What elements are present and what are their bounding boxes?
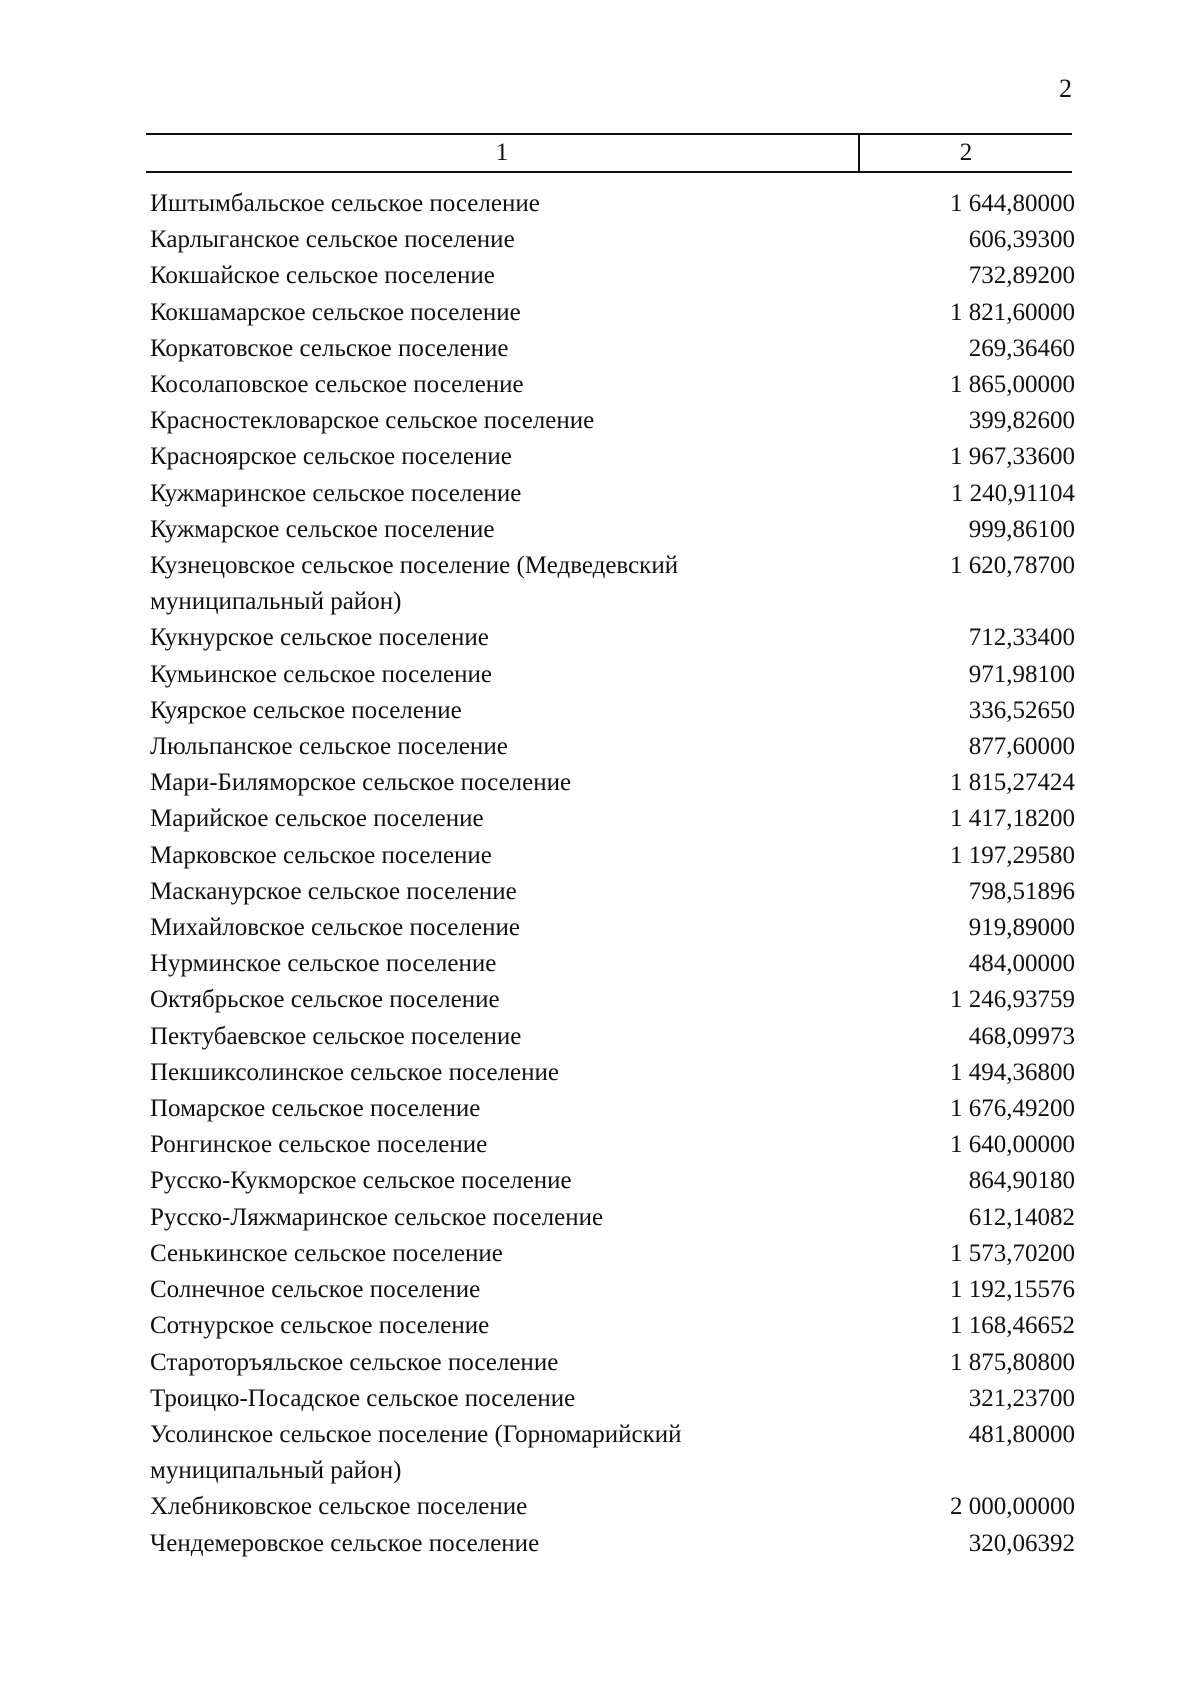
table-row xyxy=(150,1526,1075,1562)
settlement-value: 864,90180 xyxy=(968,1167,1075,1195)
settlement-name: Кокшамарское сельское поселение xyxy=(150,298,521,326)
table-row xyxy=(150,620,1075,656)
settlement-name: Усолинское сельское поселение (Горномарийский муниципальный район) xyxy=(150,1420,682,1485)
settlement-value: 468,09973 xyxy=(968,1022,1075,1050)
settlement-value: 484,00000 xyxy=(968,950,1075,978)
page-number: 2 xyxy=(1059,74,1072,103)
settlement-name: Коркатовское сельское поселение xyxy=(150,334,509,362)
settlement-value: 1 644,80000 xyxy=(950,190,1075,217)
settlement-value: 798,51896 xyxy=(968,877,1075,905)
settlement-name: Пектубаевское сельское поселение xyxy=(150,1022,522,1050)
settlement-value: 1 815,27424 xyxy=(950,769,1075,797)
table-body xyxy=(150,186,1075,1562)
settlement-name: Кумьинское сельское поселение xyxy=(150,660,492,688)
table-row xyxy=(150,258,1075,294)
settlement-value: 1 192,15576 xyxy=(950,1276,1075,1304)
table-row xyxy=(150,222,1075,258)
column-header-2: 2 xyxy=(959,139,973,166)
settlement-value: 971,98100 xyxy=(968,660,1075,688)
table-row xyxy=(150,1381,1075,1417)
settlement-name: Пекшиксолинское сельское поселение xyxy=(150,1058,559,1086)
table-row xyxy=(150,403,1075,439)
settlement-name: Красностекловарское сельское поселение xyxy=(150,407,595,435)
settlement-name: Русско-Ляжмаринское сельское поселение xyxy=(150,1203,604,1231)
table-row xyxy=(150,331,1075,367)
settlement-value: 1 676,49200 xyxy=(950,1095,1075,1123)
table-row xyxy=(150,946,1075,982)
settlement-value: 336,52650 xyxy=(968,696,1075,724)
settlement-name: Ронгинское сельское поселение xyxy=(150,1131,488,1159)
table-row xyxy=(150,874,1075,910)
table-row xyxy=(150,1055,1075,1091)
settlement-value: 1 640,00000 xyxy=(950,1131,1075,1159)
settlement-value: 1 494,36800 xyxy=(950,1058,1075,1086)
settlement-name: Люльпанское сельское поселение xyxy=(150,733,508,761)
table-row xyxy=(150,1308,1075,1344)
table-row xyxy=(150,838,1075,874)
settlement-value: 712,33400 xyxy=(968,624,1075,652)
settlement-name: Кокшайское сельское поселение xyxy=(150,262,495,290)
settlement-name: Староторъяльское сельское поселение xyxy=(150,1348,559,1376)
table-row xyxy=(150,801,1075,837)
settlement-name: Русско-Кукморское сельское поселение xyxy=(150,1167,572,1195)
settlement-value: 1 865,00000 xyxy=(950,371,1075,399)
settlement-value: 320,06392 xyxy=(968,1529,1075,1557)
settlement-name: Хлебниковское сельское поселение xyxy=(150,1493,528,1521)
settlement-name: Карлыганское сельское поселение xyxy=(150,226,515,254)
settlement-name: Троицко-Посадское сельское поселение xyxy=(150,1384,576,1412)
settlement-value: 606,39300 xyxy=(968,226,1075,254)
settlement-value: 1 417,18200 xyxy=(950,805,1075,833)
settlement-name: Куярское сельское поселение xyxy=(150,696,462,724)
table-row xyxy=(150,512,1075,548)
settlement-value: 1 620,78700 xyxy=(950,552,1075,580)
settlement-name: Сенькинское сельское поселение xyxy=(150,1239,503,1267)
settlement-value: 732,89200 xyxy=(968,262,1075,290)
settlement-value: 1 821,60000 xyxy=(950,298,1075,326)
table-row xyxy=(150,693,1075,729)
settlement-value: 999,86100 xyxy=(968,515,1075,543)
settlement-name: Чендемеровское сельское поселение xyxy=(150,1529,540,1557)
settlement-name: Сотнурское сельское поселение xyxy=(150,1312,490,1340)
settlement-name: Нурминское сельское поселение xyxy=(150,950,497,978)
settlement-value: 1 246,93759 xyxy=(950,986,1075,1014)
table-row xyxy=(150,548,1075,620)
settlement-name: Кузнецовское сельское поселение (Медведевский муниципальный район) xyxy=(150,552,679,616)
settlement-name: Кукнурское сельское поселение xyxy=(150,624,489,652)
table-row xyxy=(150,1163,1075,1199)
settlement-name: Косолаповское сельское поселение xyxy=(150,371,524,399)
table-row xyxy=(150,982,1075,1018)
settlement-value: 919,89000 xyxy=(968,914,1075,942)
table-row xyxy=(150,657,1075,693)
settlement-name: Октябрьское сельское поселение xyxy=(150,986,500,1014)
settlement-name: Иштымбальское сельское поселение xyxy=(150,190,540,217)
table-row xyxy=(150,1345,1075,1381)
settlement-name: Марковское сельское поселение xyxy=(150,841,492,869)
column-header-1: 1 xyxy=(146,135,860,171)
settlement-value: 877,60000 xyxy=(968,733,1075,761)
settlement-name: Кужмаринское сельское поселение xyxy=(150,479,522,507)
table-row xyxy=(150,1417,1075,1489)
settlement-value: 1 573,70200 xyxy=(950,1239,1075,1267)
settlement-value: 399,82600 xyxy=(968,407,1075,435)
settlement-name: Солнечное сельское поселение xyxy=(150,1276,481,1304)
table-row xyxy=(150,1200,1075,1236)
settlement-value: 1 967,33600 xyxy=(950,443,1075,471)
table-row xyxy=(150,476,1075,512)
settlement-value: 1 240,91104 xyxy=(950,479,1075,507)
settlement-name: Кужмарское сельское поселение xyxy=(150,515,495,543)
table-row xyxy=(150,765,1075,801)
table-row xyxy=(150,1236,1075,1272)
settlement-value: 1 168,46652 xyxy=(950,1312,1075,1340)
table-row xyxy=(150,295,1075,331)
settlement-value: 481,80000 xyxy=(968,1420,1075,1448)
settlement-name: Масканурское сельское поселение xyxy=(150,877,517,905)
settlement-value: 269,36460 xyxy=(968,334,1075,362)
settlement-name: Мари-Биляморское сельское поселение xyxy=(150,769,572,797)
settlement-name: Михайловское сельское поселение xyxy=(150,914,520,942)
table-row xyxy=(150,729,1075,765)
table-row xyxy=(150,367,1075,403)
table-row xyxy=(150,1489,1075,1525)
settlement-value: 2 000,00000 xyxy=(950,1493,1075,1521)
table-row xyxy=(150,439,1075,475)
settlement-value: 612,14082 xyxy=(968,1203,1075,1231)
table-header xyxy=(146,133,1072,173)
table-row xyxy=(150,910,1075,946)
table-row xyxy=(150,1127,1075,1163)
settlement-value: 1 875,80800 xyxy=(950,1348,1075,1376)
settlement-name: Помарское сельское поселение xyxy=(150,1095,481,1123)
settlement-value: 321,23700 xyxy=(968,1384,1075,1412)
settlement-name: Красноярское сельское поселение xyxy=(150,443,512,471)
table-row xyxy=(150,1019,1075,1055)
table-row xyxy=(150,1272,1075,1308)
table-row xyxy=(150,186,1075,222)
table-row xyxy=(150,1091,1075,1127)
settlement-name: Марийское сельское поселение xyxy=(150,805,484,833)
settlement-value: 1 197,29580 xyxy=(950,841,1075,869)
